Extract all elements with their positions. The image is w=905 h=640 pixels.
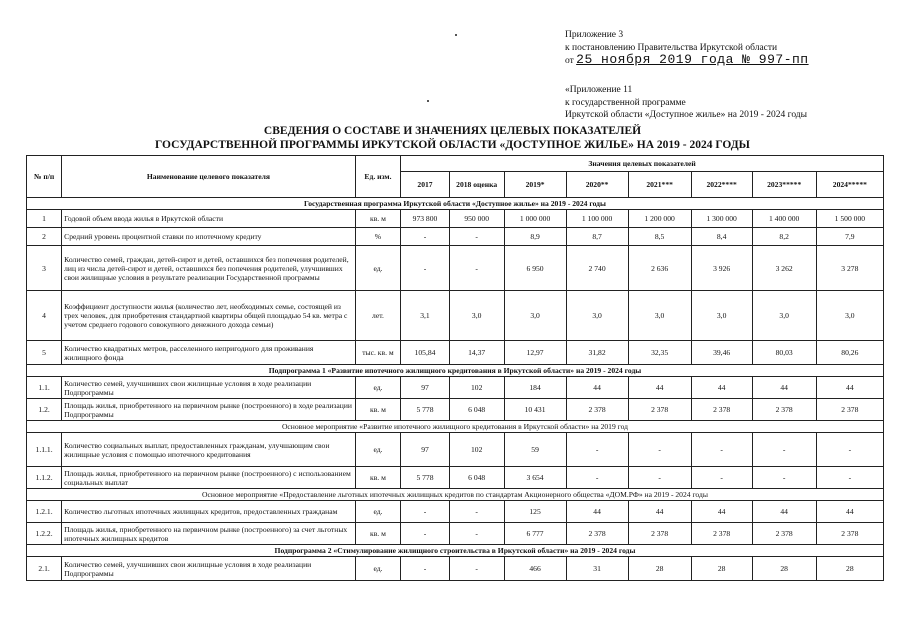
unit-cell: кв. м — [355, 210, 400, 228]
header-year: 2024***** — [816, 172, 883, 198]
row-number: 1.2.1. — [27, 501, 62, 523]
value-cell: - — [401, 523, 450, 545]
program-line-3: Иркутской области «Доступное жилье» на 2019 - 2024 годы — [565, 110, 808, 120]
value-cell: 97 — [401, 377, 450, 399]
indicator-name: Годовой объем ввода жилья в Иркутской области — [62, 210, 356, 228]
header-year: 2017 — [401, 172, 450, 198]
appendix-header — [565, 29, 809, 68]
value-cell: - — [401, 228, 450, 246]
unit-cell: ед. — [355, 246, 400, 291]
value-cell: 28 — [752, 557, 816, 581]
indicator-name: Площадь жилья, приобретенного на первичном рынке (построенного) за счет льготных ипотечных жилищных кредитов — [62, 523, 356, 545]
value-cell: 31,82 — [566, 341, 628, 365]
section-row — [27, 198, 884, 210]
value-cell: 1 500 000 — [816, 210, 883, 228]
value-cell: 3,0 — [816, 291, 883, 341]
program-appendix-header — [565, 84, 807, 122]
table-row — [27, 399, 884, 421]
value-cell: - — [401, 557, 450, 581]
indicator-name: Количество семей, улучшивших свои жилищные условия в ходе реализации Подпрограммы — [62, 557, 356, 581]
indicator-name: Количество квадратных метров, расселенного непригодного для проживания жилищного фонда — [62, 341, 356, 365]
row-number: 2 — [27, 228, 62, 246]
value-cell: - — [401, 501, 450, 523]
value-cell: 3,1 — [401, 291, 450, 341]
value-cell: 7,9 — [816, 228, 883, 246]
value-cell: 39,46 — [691, 341, 752, 365]
value-cell: 44 — [628, 377, 691, 399]
value-cell: 2 378 — [691, 523, 752, 545]
section-title: Подпрограмма 2 «Стимулирование жилищного строительства в Иркутской области» на 2019 - 2024 годы — [27, 545, 884, 557]
subsection-title: Основное мероприятие «Развитие ипотечного жилищного кредитования в Иркутской области» на 2019 год — [27, 421, 884, 433]
row-number: 1.1. — [27, 377, 62, 399]
indicator-name: Коэффициент доступности жилья (количество лет, необходимых семье, состоящей из трех человек, для приобретения стандартной квартиры общей площадью 54 кв. метра с учетом среднего годового совокупного денежного дохода семьи) — [62, 291, 356, 341]
indicator-name: Площадь жилья, приобретенного на первичном рынке (построенного) в ходе реализации Подпрограммы — [62, 399, 356, 421]
value-cell: 6 048 — [449, 467, 504, 489]
table-row — [27, 433, 884, 467]
indicator-name: Количество социальных выплат, предоставленных гражданам, улучшающим свои жилищные условия с помощью ипотечного кредитования — [62, 433, 356, 467]
header-year: 2019* — [504, 172, 566, 198]
value-cell: 1 100 000 — [566, 210, 628, 228]
value-cell: 44 — [816, 377, 883, 399]
value-cell: 102 — [449, 433, 504, 467]
value-cell: 2 378 — [566, 523, 628, 545]
value-cell: 3 926 — [691, 246, 752, 291]
indicators-table — [26, 155, 884, 581]
value-cell: - — [566, 433, 628, 467]
table-row — [27, 291, 884, 341]
value-cell: - — [816, 433, 883, 467]
value-cell: 2 740 — [566, 246, 628, 291]
value-cell: 950 000 — [449, 210, 504, 228]
unit-cell: кв. м — [355, 523, 400, 545]
value-cell: - — [401, 246, 450, 291]
header-year: 2018 оценка — [449, 172, 504, 198]
value-cell: 1 300 000 — [691, 210, 752, 228]
value-cell: - — [449, 523, 504, 545]
table-row — [27, 467, 884, 489]
unit-cell: ед. — [355, 377, 400, 399]
value-cell: 2 378 — [752, 523, 816, 545]
value-cell: 8,5 — [628, 228, 691, 246]
value-cell: 44 — [691, 377, 752, 399]
value-cell: 14,37 — [449, 341, 504, 365]
row-number: 1.1.1. — [27, 433, 62, 467]
section-row — [27, 545, 884, 557]
value-cell: 8,7 — [566, 228, 628, 246]
value-cell: - — [691, 433, 752, 467]
value-cell: 28 — [628, 557, 691, 581]
unit-cell: % — [355, 228, 400, 246]
unit-cell: кв. м — [355, 467, 400, 489]
unit-cell: кв. м — [355, 399, 400, 421]
value-cell: 2 378 — [566, 399, 628, 421]
value-cell: 31 — [566, 557, 628, 581]
row-number: 1.1.2. — [27, 467, 62, 489]
from-label: от — [565, 56, 574, 66]
value-cell: 80,03 — [752, 341, 816, 365]
value-cell: 102 — [449, 377, 504, 399]
value-cell: 28 — [816, 557, 883, 581]
row-number: 1.2.2. — [27, 523, 62, 545]
header-year: 2020** — [566, 172, 628, 198]
value-cell: 3,0 — [691, 291, 752, 341]
value-cell: 2 378 — [628, 523, 691, 545]
value-cell: 8,9 — [504, 228, 566, 246]
value-cell: 32,35 — [628, 341, 691, 365]
value-cell: 973 800 — [401, 210, 450, 228]
indicator-name: Количество льготных ипотечных жилищных кредитов, предоставленных гражданам — [62, 501, 356, 523]
value-cell: 184 — [504, 377, 566, 399]
value-cell: 2 378 — [816, 399, 883, 421]
value-cell: 2 378 — [691, 399, 752, 421]
value-cell: 3 278 — [816, 246, 883, 291]
section-title: Государственная программа Иркутской области «Доступное жилье» на 2019 - 2024 годы — [27, 198, 884, 210]
value-cell: - — [449, 557, 504, 581]
value-cell: 1 400 000 — [752, 210, 816, 228]
value-cell: - — [566, 467, 628, 489]
section-row — [27, 365, 884, 377]
row-number: 3 — [27, 246, 62, 291]
value-cell: 80,26 — [816, 341, 883, 365]
header-year: 2021*** — [628, 172, 691, 198]
value-cell: 2 378 — [628, 399, 691, 421]
value-cell: 1 000 000 — [504, 210, 566, 228]
value-cell: - — [752, 467, 816, 489]
value-cell: 2 378 — [752, 399, 816, 421]
value-cell: 105,84 — [401, 341, 450, 365]
subsection-title: Основное мероприятие «Предоставление льготных ипотечных жилищных кредитов по стандартам Акционерного общества «ДОМ.РФ» на 2019 - 2024 годы — [27, 489, 884, 501]
value-cell: 8,4 — [691, 228, 752, 246]
scan-speck — [455, 34, 457, 36]
subsection-row — [27, 421, 884, 433]
title-line-2: ГОСУДАРСТВЕННОЙ ПРОГРАММЫ ИРКУТСКОЙ ОБЛАСТИ «ДОСТУПНОЕ ЖИЛЬЕ» НА 2019 - 2024 ГОДЫ — [155, 139, 750, 151]
value-cell: - — [449, 501, 504, 523]
value-cell: 2 378 — [816, 523, 883, 545]
unit-cell: тыс. кв. м — [355, 341, 400, 365]
table-row — [27, 501, 884, 523]
value-cell: 5 778 — [401, 467, 450, 489]
appendix-date-line — [565, 54, 809, 68]
indicator-name: Площадь жилья, приобретенного на первичном рынке (построенного) с использованием социальных выплат — [62, 467, 356, 489]
table-row — [27, 377, 884, 399]
row-number: 2.1. — [27, 557, 62, 581]
value-cell: 3,0 — [628, 291, 691, 341]
unit-cell: ед. — [355, 557, 400, 581]
program-line-2: к государственной программе — [565, 97, 686, 108]
value-cell: 3 262 — [752, 246, 816, 291]
value-cell: - — [691, 467, 752, 489]
value-cell: 44 — [566, 501, 628, 523]
program-line-1: «Приложение 11 — [565, 85, 633, 95]
section-title: Подпрограмма 1 «Развитие ипотечного жилищного кредитования в Иркутской области» на 2019 - 2024 годы — [27, 365, 884, 377]
appendix-line-1: Приложение 3 — [565, 30, 624, 40]
value-cell: 6 950 — [504, 246, 566, 291]
value-cell: - — [752, 433, 816, 467]
value-cell: - — [449, 246, 504, 291]
unit-cell: ед. — [355, 501, 400, 523]
subsection-row — [27, 489, 884, 501]
value-cell: 1 200 000 — [628, 210, 691, 228]
value-cell: 44 — [628, 501, 691, 523]
header-year: 2023***** — [752, 172, 816, 198]
table-row — [27, 557, 884, 581]
value-cell: 5 778 — [401, 399, 450, 421]
value-cell: 2 636 — [628, 246, 691, 291]
value-cell: 44 — [752, 377, 816, 399]
row-number: 4 — [27, 291, 62, 341]
value-cell: 3,0 — [566, 291, 628, 341]
table-row — [27, 523, 884, 545]
value-cell: - — [816, 467, 883, 489]
header-indicator-name: Наименование целевого показателя — [62, 156, 356, 198]
value-cell: 44 — [566, 377, 628, 399]
table-row — [27, 210, 884, 228]
value-cell: - — [449, 228, 504, 246]
value-cell: 97 — [401, 433, 450, 467]
scan-speck — [427, 100, 429, 102]
row-number: 1 — [27, 210, 62, 228]
value-cell: 44 — [752, 501, 816, 523]
value-cell: - — [628, 467, 691, 489]
indicator-name: Количество семей, улучшивших свои жилищные условия в ходе реализации Подпрограммы — [62, 377, 356, 399]
value-cell: 6 777 — [504, 523, 566, 545]
value-cell: 3,0 — [752, 291, 816, 341]
value-cell: 44 — [816, 501, 883, 523]
value-cell: 3 654 — [504, 467, 566, 489]
row-number: 1.2. — [27, 399, 62, 421]
value-cell: 44 — [691, 501, 752, 523]
unit-cell: лет. — [355, 291, 400, 341]
value-cell: 3,0 — [504, 291, 566, 341]
header-number: № п/п — [27, 156, 62, 198]
table-row — [27, 341, 884, 365]
table-row — [27, 228, 884, 246]
value-cell: 8,2 — [752, 228, 816, 246]
indicator-name: Средний уровень процентной ставки по ипотечному кредиту — [62, 228, 356, 246]
value-cell: 125 — [504, 501, 566, 523]
header-unit: Ед. изм. — [355, 156, 400, 198]
title-line-1: СВЕДЕНИЯ О СОСТАВЕ И ЗНАЧЕНИЯХ ЦЕЛЕВЫХ ПОКАЗАТЕЛЕЙ — [263, 125, 642, 137]
document-title — [0, 124, 905, 152]
value-cell: 12,97 — [504, 341, 566, 365]
table-row — [27, 246, 884, 291]
value-cell: 28 — [691, 557, 752, 581]
handwritten-date: 25 ноября 2019 года № 997-пп — [576, 52, 809, 67]
appendix-line-2: к постановлению Правительства Иркутской области — [565, 42, 778, 53]
value-cell: 59 — [504, 433, 566, 467]
value-cell: 3,0 — [449, 291, 504, 341]
header-year: 2022**** — [691, 172, 752, 198]
indicator-name: Количество семей, граждан, детей-сирот и детей, оставшихся без попечения родителей, лиц из числа детей-сирот и детей, оставшихся без попечения родителей, улучшивших свои жилищные условия в результате реализации Государственной программы — [62, 246, 356, 291]
header-values: Значения целевых показателей — [401, 156, 884, 172]
value-cell: 10 431 — [504, 399, 566, 421]
row-number: 5 — [27, 341, 62, 365]
value-cell: 6 048 — [449, 399, 504, 421]
value-cell: - — [628, 433, 691, 467]
value-cell: 466 — [504, 557, 566, 581]
unit-cell: ед. — [355, 433, 400, 467]
